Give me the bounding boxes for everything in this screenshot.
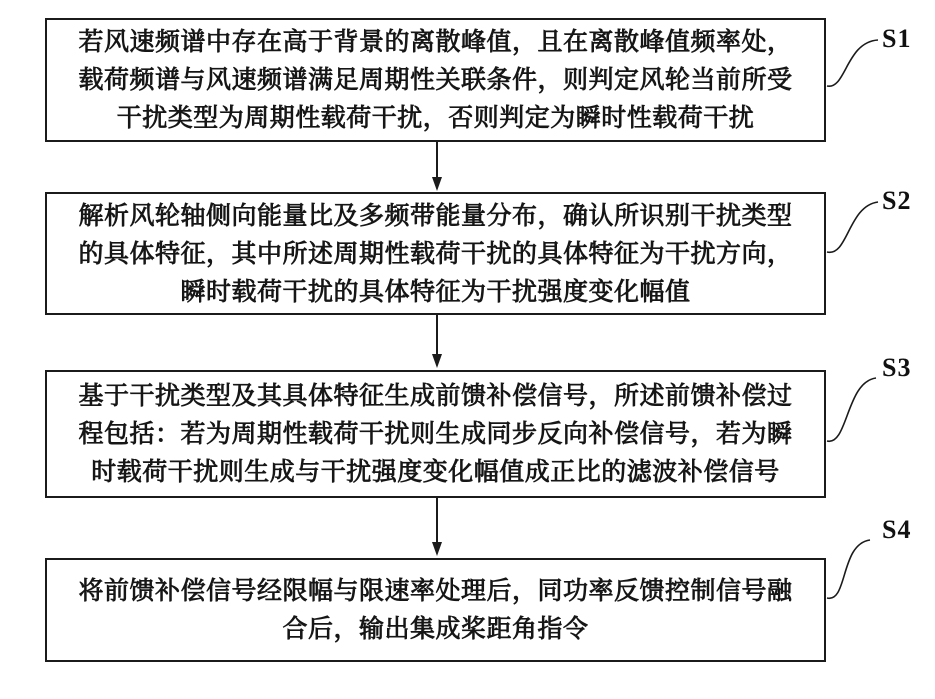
step-box-s4 <box>45 558 826 662</box>
step-s3-line-3: 时载荷干扰则生成与干扰强度变化幅值成正比的滤波补偿信号 <box>91 457 780 486</box>
leader-curve-s4 <box>827 540 870 598</box>
step-s1-line-1: 若风速频谱中存在高于背景的离散峰值，且在离散峰值频率处， <box>78 27 793 56</box>
step-s1-line-3: 干扰类型为周期性载荷干扰，否则判定为瞬时性载荷干扰 <box>116 103 755 132</box>
step-label-s1: S1 <box>882 24 912 53</box>
step-box-s1 <box>45 18 826 142</box>
step-label-s4: S4 <box>882 515 912 544</box>
flow-arrow-2 <box>432 315 442 368</box>
step-label-s2: S2 <box>882 186 912 215</box>
step-s3-line-1: 基于干扰类型及其具体特征生成前馈补偿信号，所述前馈补偿过 <box>78 381 793 410</box>
leader-curve-s1 <box>827 40 878 86</box>
step-s4-line-1: 将前馈补偿信号经限幅与限速率处理后，同功率反馈控制信号融 <box>78 576 793 605</box>
leader-curve-s2 <box>827 202 878 252</box>
step-s2-line-3: 瞬时载荷干扰的具体特征为干扰强度变化幅值 <box>180 276 691 306</box>
step-s2-line-1: 解析风轮轴侧向能量比及多频带能量分布，确认所识别干扰类型 <box>78 200 793 230</box>
step-s2-line-2: 的具体特征，其中所述周期性载荷干扰的具体特征为干扰方向， <box>78 238 793 268</box>
leader-curve-s3 <box>827 378 876 441</box>
step-s4-line-2: 合后，输出集成桨距角指令 <box>282 614 589 643</box>
flow-arrow-3 <box>432 498 442 556</box>
step-box-s3 <box>45 370 826 498</box>
step-s3-line-2: 程包括：若为周期性载荷干扰则生成同步反向补偿信号，若为瞬 <box>78 419 793 448</box>
flow-arrow-1 <box>432 142 442 191</box>
step-box-s2 <box>45 192 826 315</box>
step-s1-line-2: 载荷频谱与风速频谱满足周期性关联条件，则判定风轮当前所受 <box>78 65 793 94</box>
step-label-s3: S3 <box>882 353 912 382</box>
